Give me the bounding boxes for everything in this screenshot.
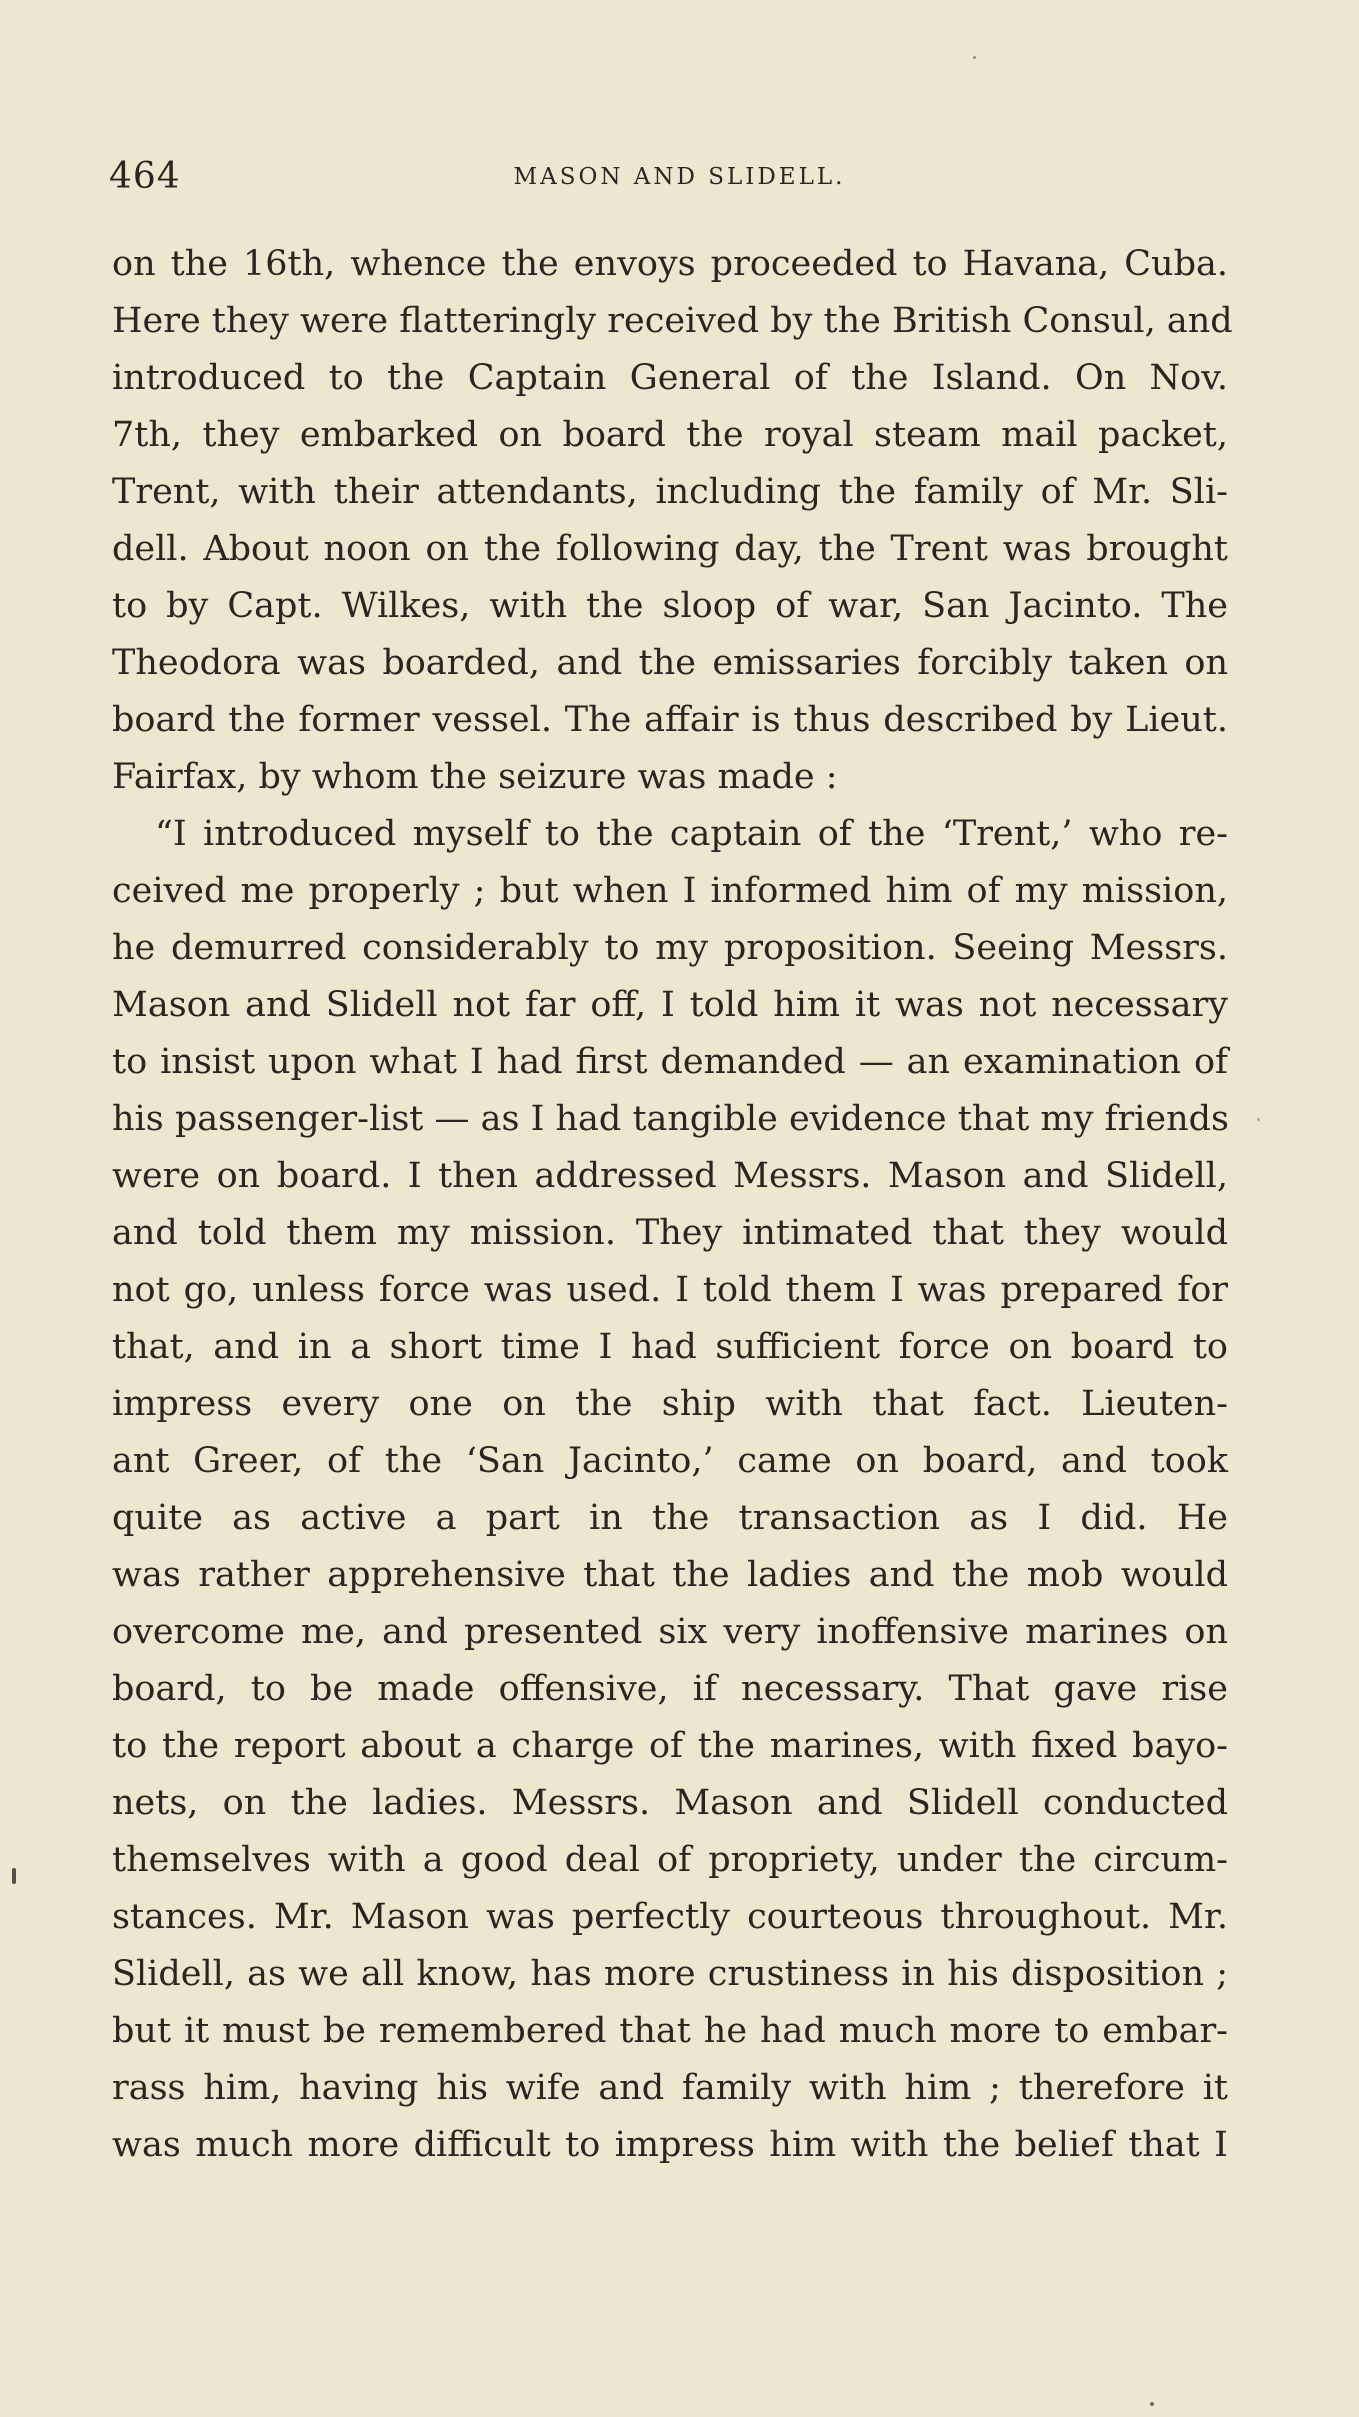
paper-speck [973,56,976,59]
text-line: and told them my mission. They intimated that they would [112,1213,1228,1253]
paper-speck [1257,1118,1260,1121]
text-line: to insist upon what I had first demanded — an examination of [112,1042,1228,1082]
text-line: not go, unless force was used. I told them I was prepared for [112,1270,1228,1310]
text-line: Mason and Slidell not far off, I told him it was not necessary [112,985,1228,1025]
text-line: Trent, with their attendants, including the family of Mr. Sli- [112,472,1228,512]
text-line: were on board. I then addressed Messrs. Mason and Slidell, [112,1156,1228,1196]
text-line: dell. About noon on the following day, the Trent was brought [112,529,1228,569]
text-line: overcome me, and presented six very inoffensive marines on [112,1612,1228,1652]
text-line: board the former vessel. The affair is thus described by Lieut. [112,700,1228,740]
text-line: stances. Mr. Mason was perfectly courteous throughout. Mr. [112,1897,1228,1937]
text-line: Here they were flatteringly received by the British Consul, and [112,301,1233,341]
text-line: was much more difficult to impress him with the belief that I [112,2125,1228,2165]
text-line: quite as active a part in the transaction as I did. He [112,1498,1228,1538]
text-line: Fairfax, by whom the seizure was made : [112,757,838,797]
text-line: to by Capt. Wilkes, with the sloop of war, San Jacinto. The [112,586,1228,626]
margin-mark [12,1868,16,1884]
text-line: ceived me properly ; but when I informed him of my mission, [112,871,1228,911]
page-number: 464 [109,156,181,197]
text-line: Theodora was boarded, and the emissaries forcibly taken on [112,643,1228,683]
text-line: impress every one on the ship with that fact. Lieuten- [112,1384,1228,1424]
text-line: “I introduced myself to the captain of the ‘Trent,’ who re- [155,814,1228,854]
text-line: but it must be remembered that he had much more to embar- [112,2011,1228,2051]
text-line: that, and in a short time I had sufficient force on board to [112,1327,1228,1367]
text-line: to the report about a charge of the marines, with fixed bayo- [112,1726,1228,1766]
text-line: themselves with a good deal of propriety, under the circum- [112,1840,1228,1880]
text-line: board, to be made offensive, if necessary. That gave rise [112,1669,1228,1709]
text-line: was rather apprehensive that the ladies and the mob would [112,1555,1228,1595]
text-line: 7th, they embarked on board the royal steam mail packet, [112,415,1228,455]
text-line: he demurred considerably to my proposition. Seeing Messrs. [112,928,1228,968]
text-line: his passenger-list — as I had tangible evidence that my friends [112,1099,1229,1139]
text-line: rass him, having his wife and family with him ; therefore it [112,2068,1228,2108]
text-line: ant Greer, of the ‘San Jacinto,’ came on board, and took [112,1441,1228,1481]
paper-speck [1150,2402,1154,2406]
text-line: introduced to the Captain General of the Island. On Nov. [112,358,1228,398]
running-head: MASON AND SLIDELL. [513,164,846,190]
text-line: on the 16th, whence the envoys proceeded to Havana, Cuba. [112,244,1228,284]
text-line: nets, on the ladies. Messrs. Mason and Slidell conducted [112,1783,1228,1823]
text-line: Slidell, as we all know, has more crustiness in his disposition ; [112,1954,1228,1994]
